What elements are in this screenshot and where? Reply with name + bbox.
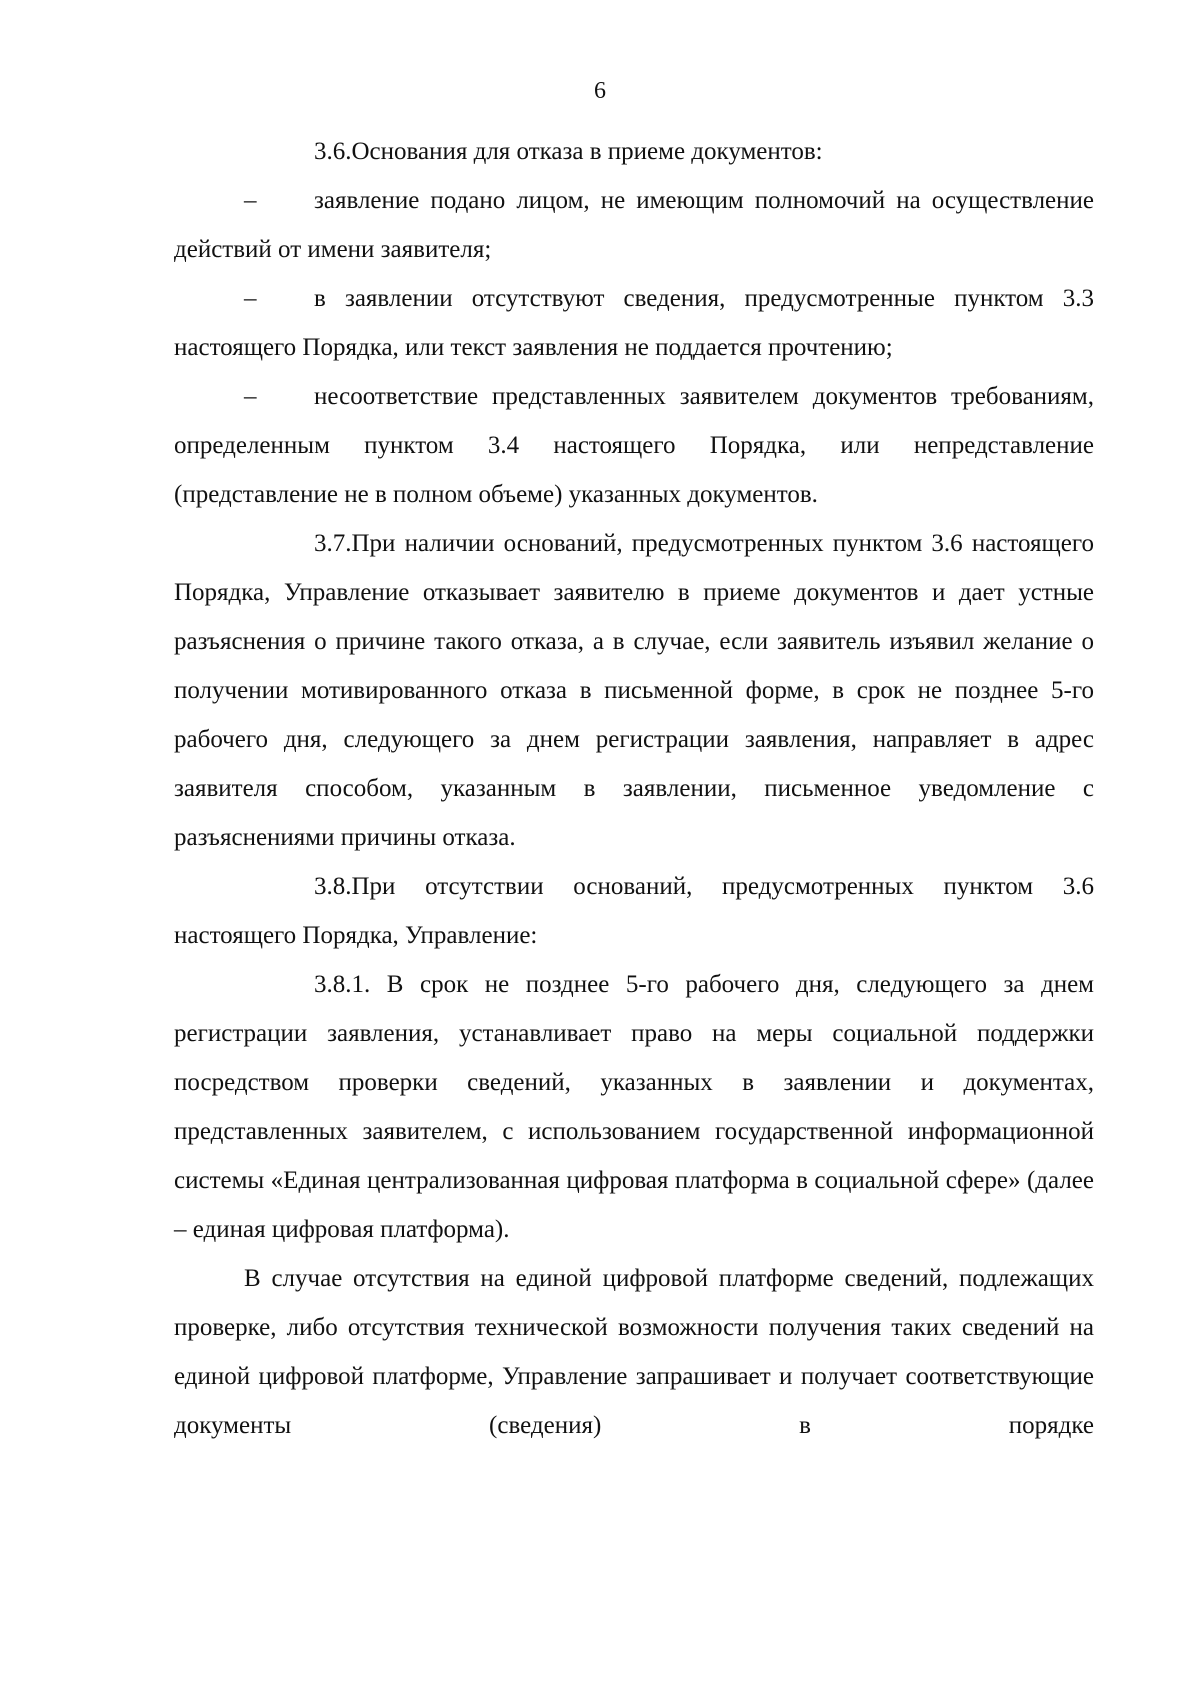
dash-marker: – <box>244 187 257 214</box>
paragraph-text: В случае отсутствия на единой цифровой платформе сведений, подлежащих проверке, либо отсутствия технической возможности получения таких сведений на единой цифровой платформе, Управление запрашивает и получает соответствующие документы (сведения) в порядке <box>174 1265 1094 1439</box>
document-body <box>174 127 1094 1450</box>
clause-number: 3.8.1. <box>314 971 371 998</box>
paragraph-text: В срок не позднее 5-го рабочего дня, следующего за днем регистрации заявления, устанавливает право на меры социальной поддержки посредством проверки сведений, указанных в заявлении и документах, представленных заявителем, с использованием государственной информационной системы «Единая централизованная цифровая платформа в социальной сфере» (далее – единая цифровая платформа). <box>174 971 1094 1243</box>
list-item-dash <box>174 274 1094 372</box>
page-number: 6 <box>594 78 606 104</box>
paragraph-3-6 <box>174 127 1094 176</box>
paragraph-3-8-1 <box>174 960 1094 1254</box>
clause-number: 3.8. <box>314 873 352 900</box>
paragraph-3-7 <box>174 519 1094 862</box>
clause-number: 3.7. <box>314 530 352 557</box>
list-item-dash <box>174 372 1094 519</box>
paragraph-continuation <box>174 1254 1094 1450</box>
dash-marker: – <box>244 383 257 410</box>
paragraph-3-8 <box>174 862 1094 960</box>
list-item-text: заявление подано лицом, не имеющим полномочий на осуществление действий от имени заявителя; <box>174 187 1094 263</box>
list-item-text: в заявлении отсутствуют сведения, предусмотренные пунктом 3.3 настоящего Порядка, или текст заявления не поддается прочтению; <box>174 285 1094 361</box>
list-item-text: несоответствие представленных заявителем документов требованиям, определенным пунктом 3.4 настоящего Порядка, или непредставление (представление не в полном объеме) указанных документов. <box>174 383 1094 508</box>
paragraph-text: При отсутствии оснований, предусмотренных пунктом 3.6 настоящего Порядка, Управление: <box>174 873 1094 949</box>
dash-marker: – <box>244 285 257 312</box>
clause-number: 3.6. <box>314 138 352 165</box>
list-item-dash <box>174 176 1094 274</box>
paragraph-text: Основания для отказа в приеме документов: <box>351 138 823 165</box>
paragraph-text: При наличии оснований, предусмотренных пунктом 3.6 настоящего Порядка, Управление отказывает заявителю в приеме документов и дает устные разъяснения о причине такого отказа, а в случае, если заявитель изъявил желание о получении мотивированного отказа в письменной форме, в срок не позднее 5-го рабочего дня, следующего за днем регистрации заявления, направляет в адрес заявителя способом, указанным в заявлении, письменное уведомление с разъяснениями причины отказа. <box>174 530 1094 851</box>
